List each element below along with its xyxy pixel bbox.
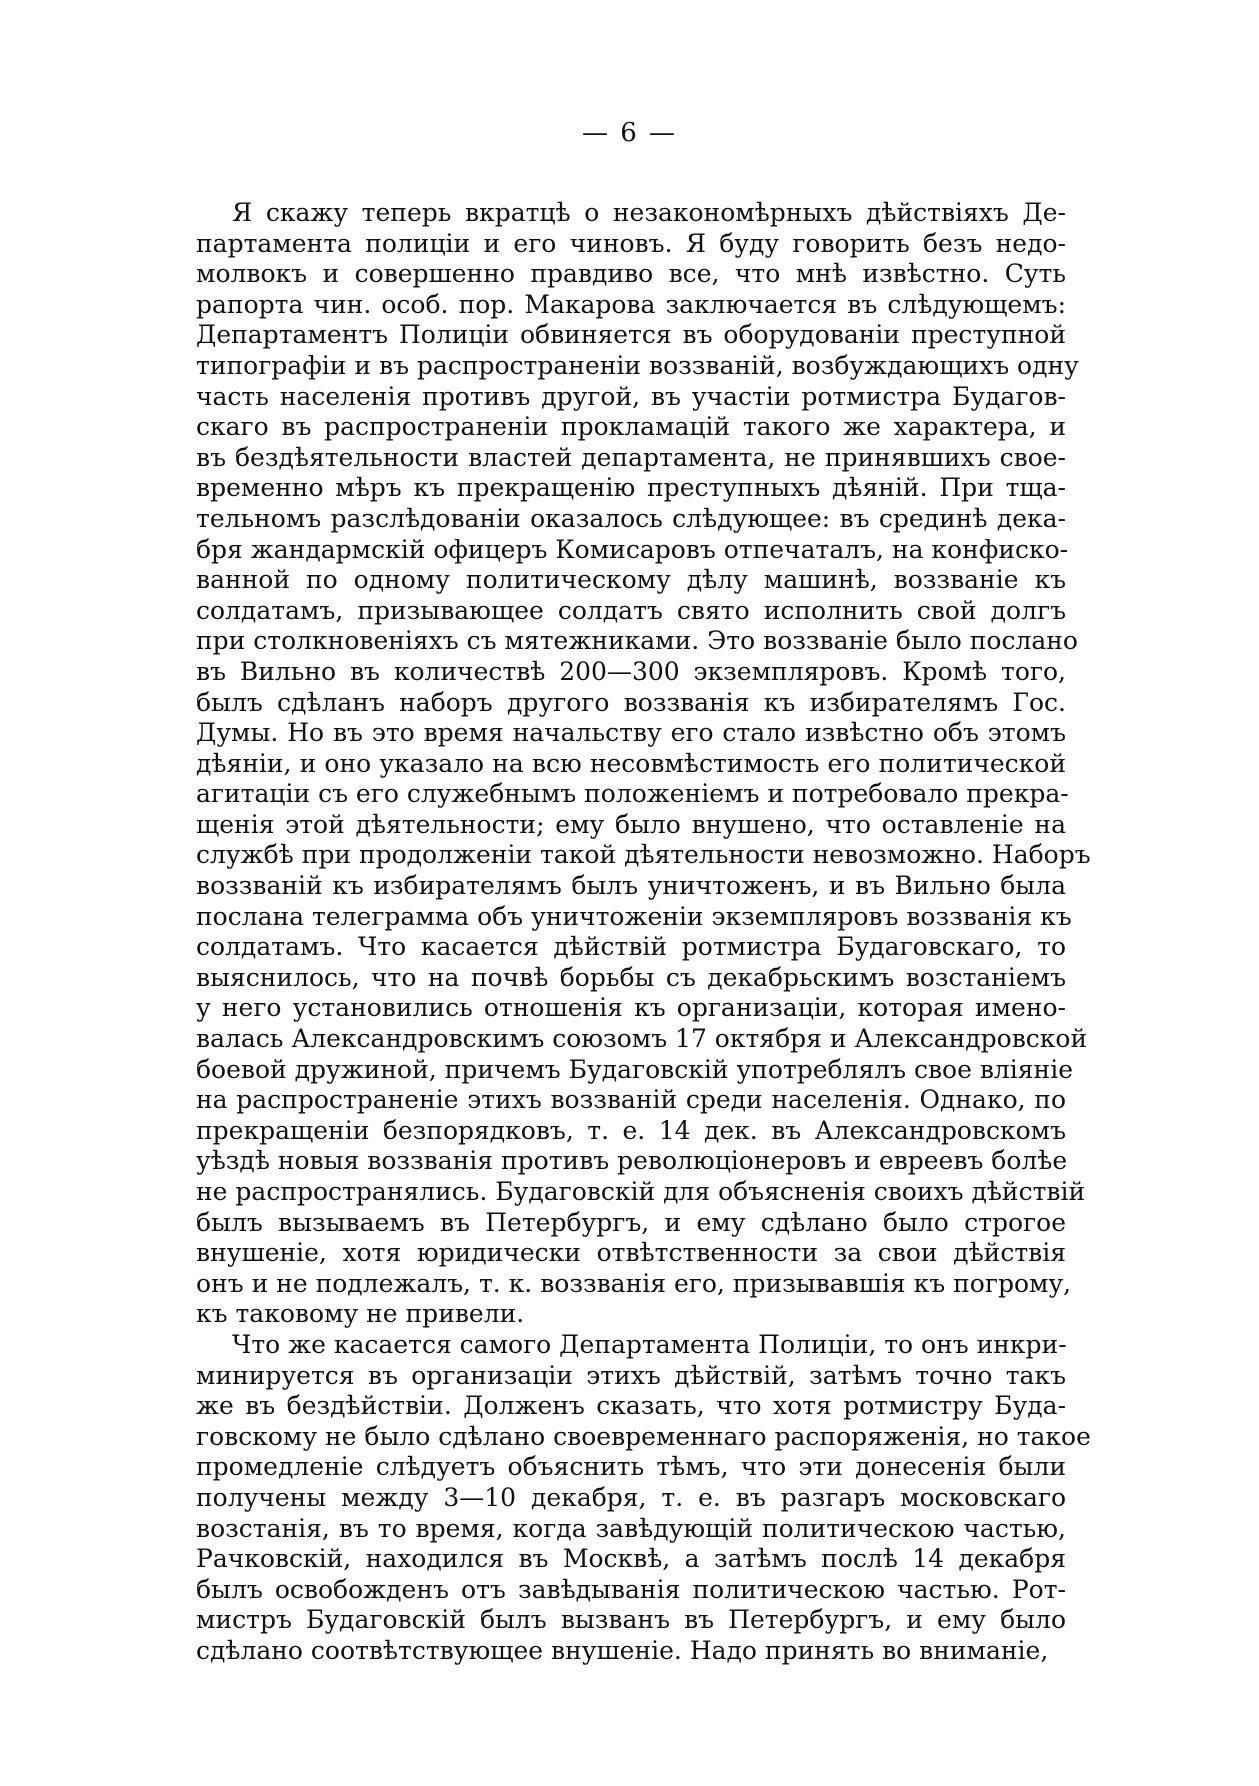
text-line: послана телеграмма объ уничтоженіи экземпляровъ воззванія къ [196, 901, 1072, 931]
text-line: дѣяніи, и оно указало на всю несовмѣстимость его политической [196, 748, 1066, 778]
text-line: выяснилось, что на почвѣ борьбы съ декабрьскимъ возстаніемъ [196, 962, 1066, 992]
text-line: скаго въ распространеніи прокламацій такого же характера, и [196, 412, 1066, 442]
text-line: на распространеніе этихъ воззваній среди населенія. Однако, по [196, 1085, 1066, 1115]
text-line: внушеніе, хотя юридически отвѣтственности за свои дѣйствія [196, 1238, 1066, 1268]
text-line: воззваній къ избирателямъ былъ уничтоженъ, и въ Вильно была [196, 871, 1066, 901]
text-line: минируется въ организаціи этихъ дѣйствій, затѣмъ точно такъ [196, 1360, 1066, 1390]
text-line: прекращеніи безпорядковъ, т. е. 14 дек. въ Александровскомъ [196, 1115, 1066, 1145]
text-line: солдатамъ, призывающее солдатъ свято исполнить свой долгъ [196, 595, 1066, 625]
text-line: не распространялись. Будаговскій для объясненія своихъ дѣйствій [196, 1177, 1086, 1206]
text-line: возстанія, въ то время, когда завѣдующій политическою частью, [196, 1513, 1066, 1543]
text-line: былъ освобожденъ отъ завѣдыванія политическою частью. Рот- [196, 1574, 1066, 1604]
text-line: щенія этой дѣятельности; ему было внушено, что оставленіе на [196, 809, 1066, 839]
text-line: былъ вызываемъ въ Петербургъ, и ему сдѣлано было строгое [196, 1207, 1066, 1237]
text-line: въ Вильно въ количествѣ 200—300 экземпляровъ. Кромѣ того, [196, 656, 1066, 686]
page-number: — 6 — [581, 118, 678, 148]
text-line: мистръ Будаговскій былъ вызванъ въ Петербургъ, и ему было [196, 1605, 1066, 1635]
text-line: былъ сдѣланъ наборъ другого воззванія къ избирателямъ Гос. [196, 687, 1066, 717]
text-line: получены между 3—10 декабря, т. е. въ разгаръ московскаго [196, 1482, 1066, 1512]
text-line: Департаментъ Полиціи обвиняется въ оборудованіи преступной [196, 320, 1066, 350]
text-line: ванной по одному политическому дѣлу машинѣ, воззваніе къ [196, 565, 1066, 595]
text-line: службѣ при продолженіи такой дѣятельности невозможно. Наборъ [196, 840, 1091, 870]
text-line: уѣздѣ новыя воззванія противъ революціонеровъ и евреевъ болѣе [196, 1146, 1068, 1176]
text-line: сдѣлано соотвѣтствующее внушеніе. Надо принять во вниманіе, [196, 1635, 1049, 1665]
text-line: къ таковому не привели. [196, 1299, 525, 1329]
text-line: же въ бездѣйствіи. Долженъ сказать, что хотя ротмистру Буда- [196, 1391, 1066, 1421]
text-line: промедленіе слѣдуетъ объяснить тѣмъ, что эти донесенія были [196, 1452, 1066, 1482]
text-line: агитаціи съ его служебнымъ положеніемъ и потребовало прекра- [196, 779, 1069, 809]
text-line: молвокъ и совершенно правдиво все, что мнѣ извѣстно. Суть [196, 259, 1066, 289]
text-line: Думы. Но въ это время начальству его стало извѣстно объ этомъ [196, 718, 1066, 748]
text-line: рапорта чин. особ. пор. Макарова заключается въ слѣдующемъ: [196, 289, 1066, 319]
text-line: боевой дружиной, причемъ Будаговскій употреблялъ свое вліяніе [196, 1054, 1073, 1084]
text-line: Что же касается самого Департамента Полиціи, то онъ инкри- [232, 1329, 1067, 1359]
body-text [196, 198, 1091, 1667]
text-line: временно мѣръ къ прекращенію преступныхъ дѣяній. При тща- [196, 473, 1066, 503]
text-line: часть населенія противъ другой, въ участіи ротмистра Будагов- [196, 381, 1066, 411]
text-line: солдатамъ. Что касается дѣйствій ротмистра Будаговскаго, то [196, 932, 1066, 962]
text-line: тельномъ разслѣдованіи оказалось слѣдующее: въ срединѣ дека- [196, 503, 1066, 533]
text-line: онъ и не подлежалъ, т. к. воззванія его, призывавшія къ погрому, [196, 1268, 1072, 1298]
text-line: у него установились отношенія къ организаціи, которая имено- [196, 993, 1066, 1023]
text-line: типографіи и въ распространеніи воззваній, возбуждающихъ одну [196, 350, 1079, 380]
text-line: бря жандармскій офицеръ Комисаровъ отпечаталъ, на конфиско- [196, 534, 1069, 564]
text-line: партамента полиціи и его чиновъ. Я буду говорить безъ недо- [196, 228, 1066, 258]
text-line: при столкновеніяхъ съ мятежниками. Это воззваніе было послано [196, 626, 1078, 656]
text-line: Рачковскій, находился въ Москвѣ, а затѣмъ послѣ 14 декабря [196, 1544, 1066, 1574]
text-line: Я скажу теперь вкратцѣ о незакономѣрныхъ дѣйствіяхъ Де- [232, 198, 1066, 227]
text-line: валась Александровскимъ союзомъ 17 октября и Александровской [196, 1024, 1088, 1054]
text-line: говскому не было сдѣлано своевременнаго распоряженія, но такое [196, 1421, 1091, 1451]
text-line: въ бездѣятельности властей департамента, не принявшихъ свое- [196, 442, 1066, 472]
